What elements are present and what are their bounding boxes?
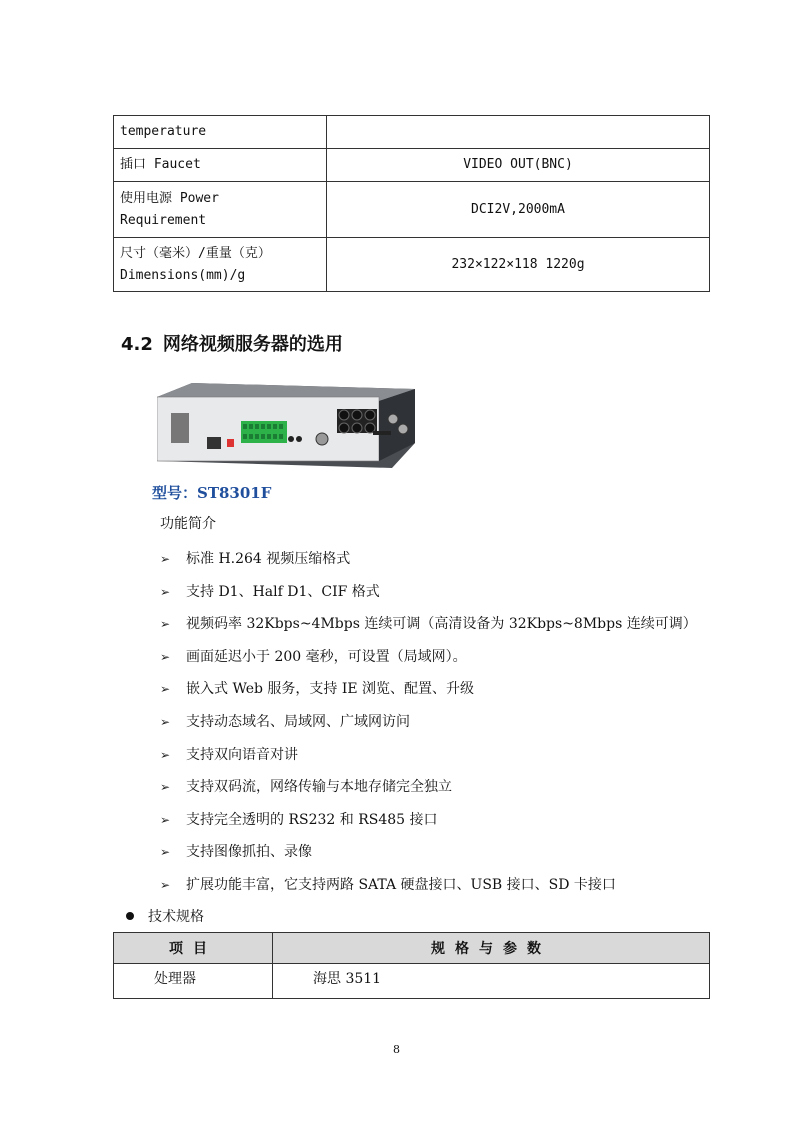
row-value: 海思 3511 <box>273 964 710 999</box>
arrow-bullet-icon: ➢ <box>160 845 171 860</box>
label-line: Requirement <box>120 212 207 228</box>
row-item: 处理器 <box>114 964 273 999</box>
tech-spec-table <box>113 932 710 999</box>
header-spec: 规格与参数 <box>273 933 710 964</box>
arrow-bullet-icon: ➢ <box>160 812 171 827</box>
list-item <box>160 548 697 581</box>
list-item <box>160 581 697 614</box>
model-label: 型号：ST8301F <box>152 484 272 502</box>
feature-text: 支持动态域名、局域网、广域网访问 <box>186 713 410 730</box>
table-row <box>114 182 710 238</box>
list-item <box>160 678 697 711</box>
feature-text: 支持完全透明的 RS232 和 RS485 接口 <box>186 811 438 828</box>
row-value: VIDEO OUT(BNC) <box>327 149 710 182</box>
section-heading <box>121 330 343 356</box>
list-item <box>160 711 697 744</box>
label-line: 尺寸（毫米）/重量（克） <box>120 245 271 261</box>
arrow-bullet-icon: ➢ <box>160 780 171 795</box>
section-number: 4.2 <box>121 334 153 355</box>
feature-list <box>160 548 697 907</box>
arrow-bullet-icon: ➢ <box>160 552 171 566</box>
feature-text: 嵌入式 Web 服务，支持 IE 浏览、配置、升级 <box>186 681 475 698</box>
arrow-bullet-icon: ➢ <box>160 714 171 729</box>
section-title: 网络视频服务器的选用 <box>162 334 343 355</box>
arrow-bullet-icon: ➢ <box>160 584 171 599</box>
feature-text: 画面延迟小于 200 毫秒，可设置（局域网）。 <box>186 648 467 665</box>
tech-spec-title: 技术规格 <box>148 909 204 925</box>
row-value <box>327 116 710 149</box>
list-item <box>160 646 697 679</box>
table-row <box>114 116 710 149</box>
feature-intro: 功能简介 <box>160 516 216 532</box>
device-image <box>157 383 415 468</box>
list-item <box>160 809 697 842</box>
label-line: Dimensions(mm)/g <box>120 267 246 283</box>
row-label <box>114 182 327 238</box>
row-value: 232×122×118 1220g <box>327 238 710 292</box>
feature-text: 支持图像抓拍、录像 <box>186 844 312 861</box>
table-header-row <box>114 933 710 964</box>
arrow-bullet-icon: ➢ <box>160 877 171 892</box>
feature-text: 视频码率 32Kbps~4Mbps 连续可调（高清设备为 32Kbps~8Mbps 连续可调） <box>186 616 697 633</box>
feature-text: 标准 H.264 视频压缩格式 <box>186 551 351 567</box>
row-label: 插口 Faucet <box>114 149 327 182</box>
tech-spec-heading <box>126 906 204 926</box>
list-item <box>160 613 697 646</box>
feature-text: 支持 D1、Half D1、CIF 格式 <box>186 583 380 600</box>
spec-table-top <box>113 115 710 292</box>
label-line: 使用电源 Power <box>120 190 219 206</box>
page-number: 8 <box>393 1043 400 1056</box>
header-item: 项目 <box>114 933 273 964</box>
table-row <box>114 238 710 292</box>
row-label: temperature <box>114 116 327 149</box>
list-item <box>160 776 697 809</box>
feature-text: 支持双向语音对讲 <box>186 746 298 763</box>
arrow-bullet-icon: ➢ <box>160 649 171 664</box>
arrow-bullet-icon: ➢ <box>160 617 171 632</box>
feature-text: 支持双码流，网络传输与本地存储完全独立 <box>186 779 452 796</box>
row-label <box>114 238 327 292</box>
feature-text: 扩展功能丰富，它支持两路 SATA 硬盘接口、USB 接口、SD 卡接口 <box>186 876 616 893</box>
row-value: DCI2V,2000mA <box>327 182 710 238</box>
arrow-bullet-icon: ➢ <box>160 747 171 762</box>
list-item <box>160 744 697 777</box>
table-row <box>114 964 710 999</box>
table-row <box>114 149 710 182</box>
arrow-bullet-icon: ➢ <box>160 682 171 697</box>
bullet-dot-icon <box>126 912 134 920</box>
list-item <box>160 874 697 907</box>
list-item <box>160 841 697 874</box>
